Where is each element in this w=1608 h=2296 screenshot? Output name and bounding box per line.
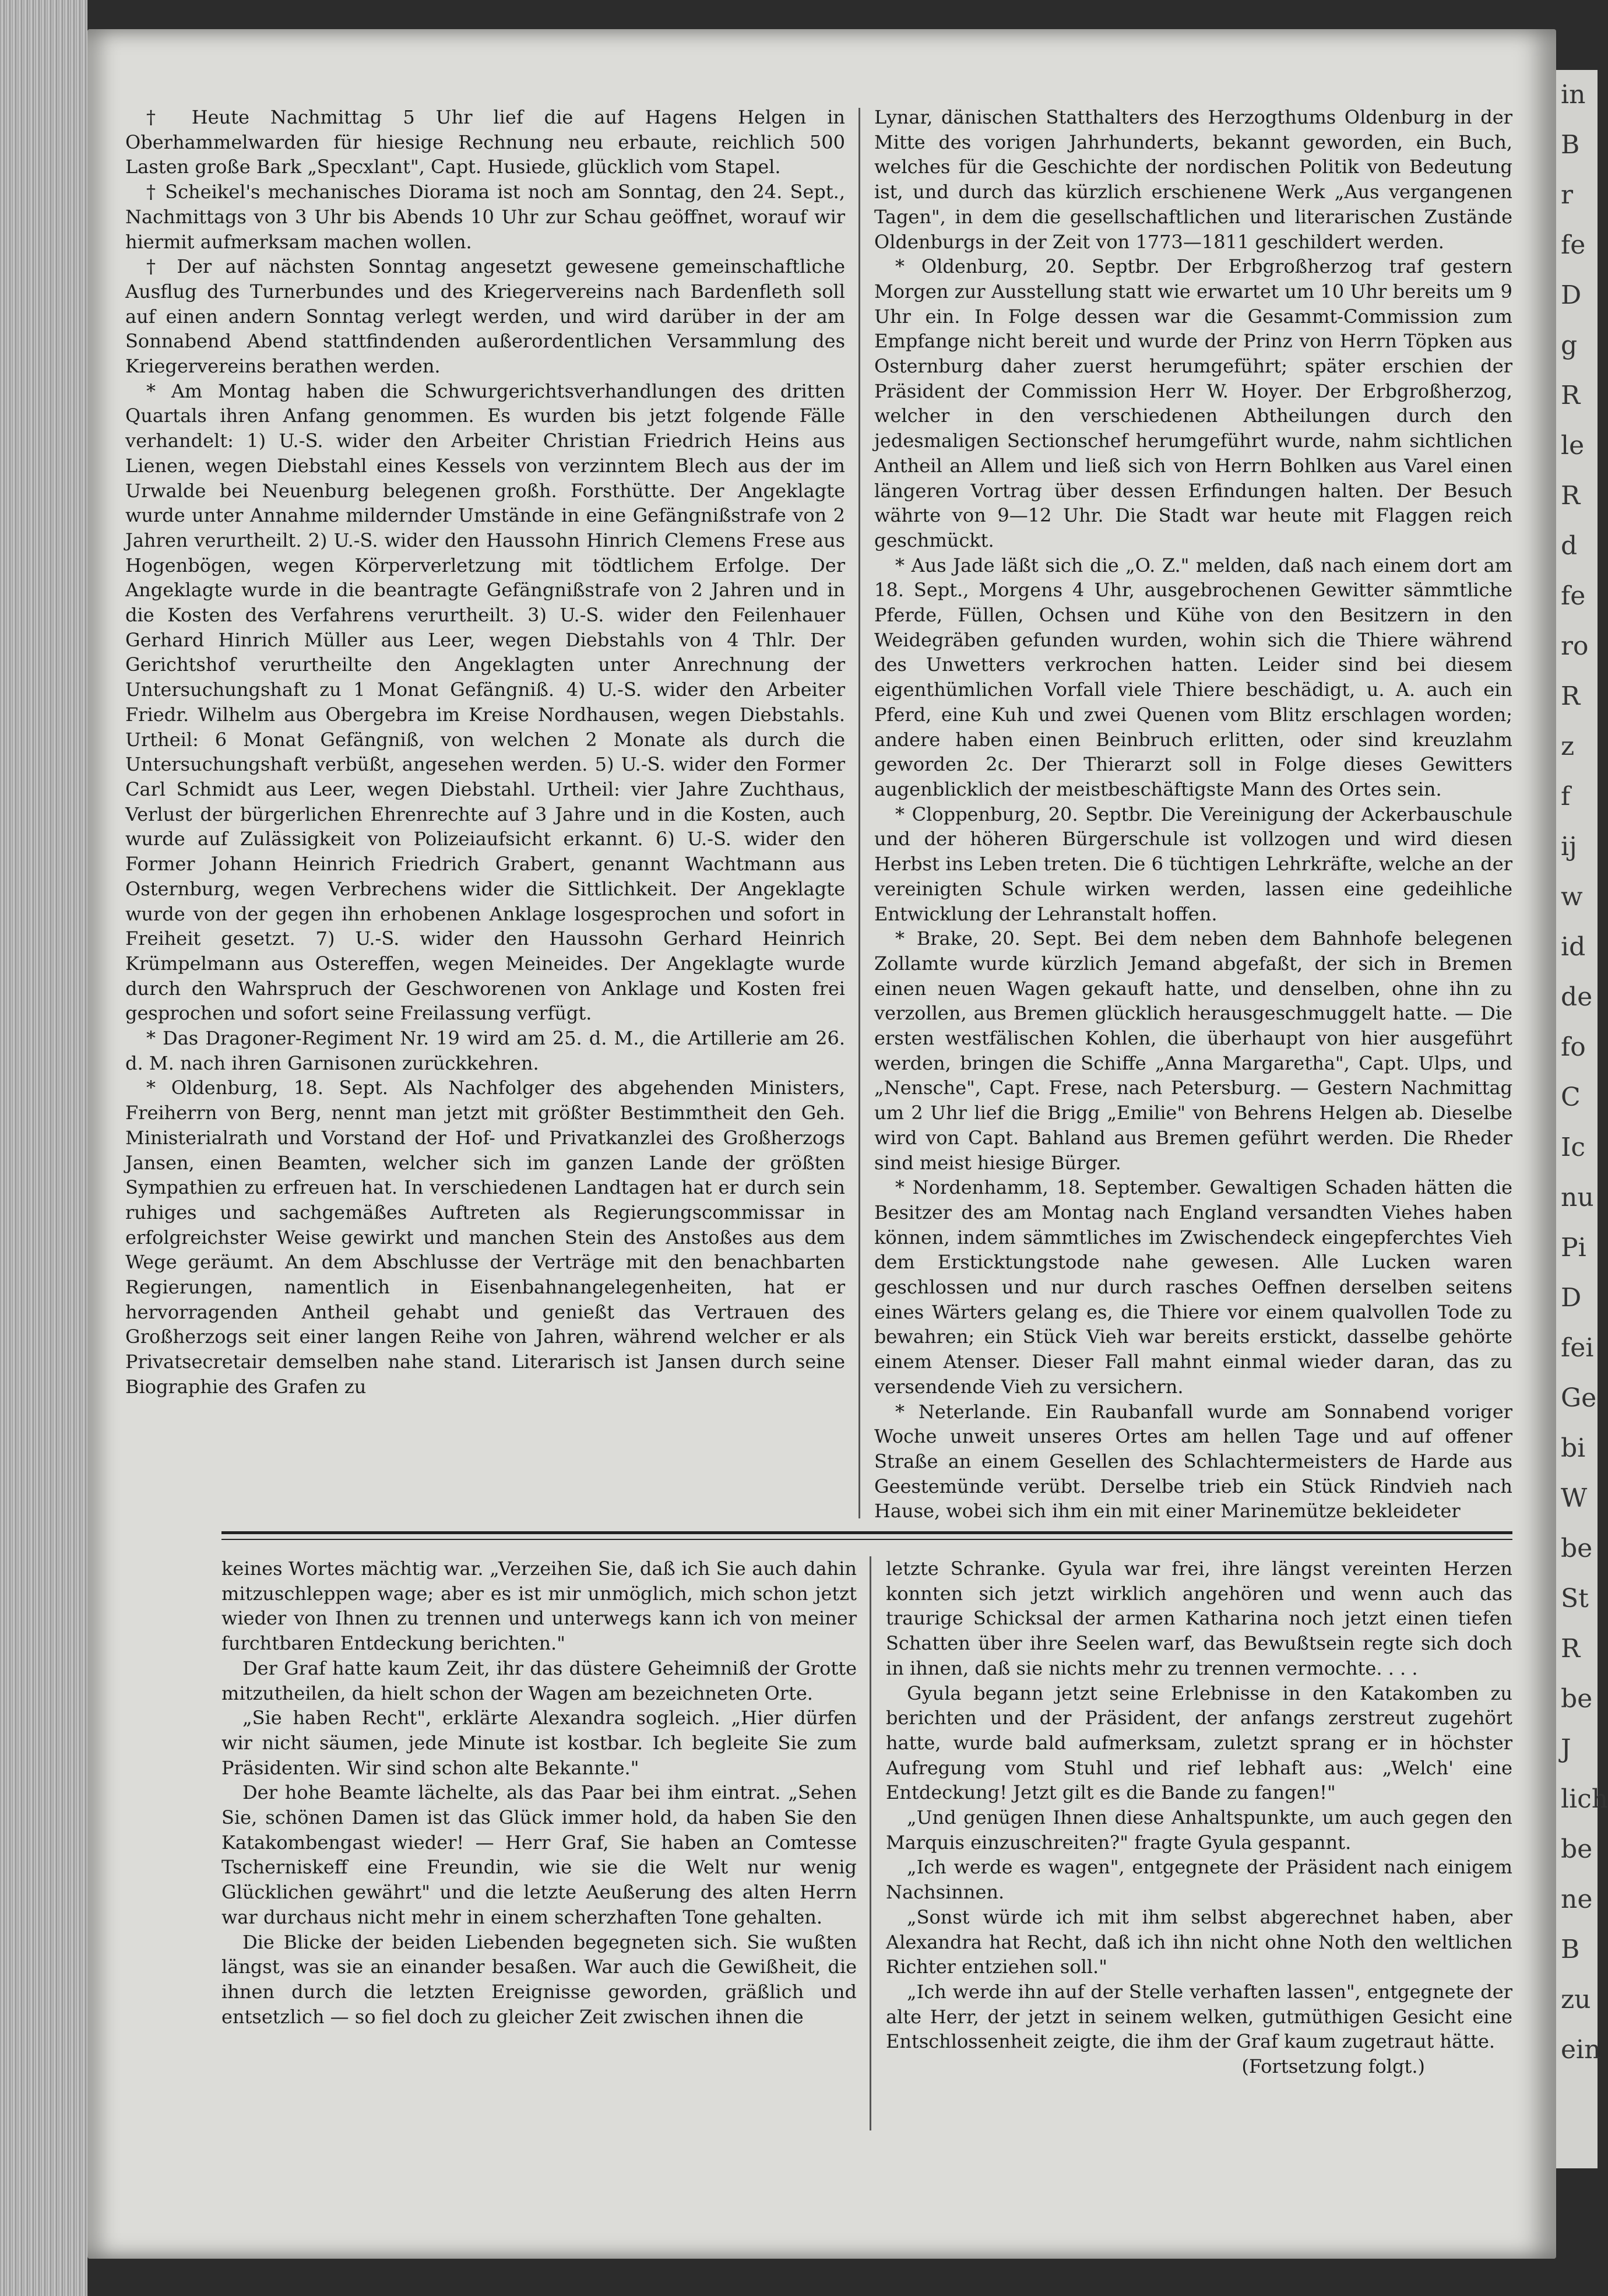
- article-paragraph: * Oldenburg, 18. Sept. Als Nachfolger des abgehenden Ministers, Freiherrn von Berg, nennt man jetzt mit größter Bestimmtheit den Geh. Ministerialrath und Vorstand der Hof- und Privatkanzlei des Großherzogs Jansen, einen Beamten, welcher sich im ganzen Lande der größten Sympathien zu erfreuen hat. In verschiedenen Landtagen hat er durch sein ruhiges und sachgemäßes Auftreten als Regierungscommissar in erfolgreichster Weise gewirkt und manchen Stein des Anstoßes aus dem Wege geräumt. An dem Abschlusse der Verträge mit den benachbarten Regierungen, namentlich in Eisenbahnangelegenheiten, hat er hervorragenden Antheil gehabt und genießt das Vertrauen des Großherzogs seit einer langen Reihe von Jahren, während welcher er als Privatsecretair demselben nahe stand. Literarisch ist Jansen durch seine Biographie des Grafen zu: [125, 1077, 845, 1398]
- next-page-fragment: f: [1561, 782, 1571, 811]
- article-paragraph: * Am Montag haben die Schwurgerichtsverhandlungen des dritten Quartals ihren Anfang genommen. Es wurden bis jetzt folgende Fälle verhandelt: 1) U.-S. wider den Arbeiter Christian Friedrich Heins aus Lienen, wegen Diebstahl eines Kessels von verzinntem Blech aus der im Urwalde bei Neuenburg belegenen großh. Forsthütte. Der Angeklagte wurde unter Annahme mildernder Umstände in eine Gefängnißstrafe von 2 Jahren verurtheilt. 2) U.-S. wider den Haussohn Hinrich Clemens Frese aus Hogenbögen, wegen Körperverletzung mit tödtlichem Erfolge. Der Angeklagte wurde in die beantragte Gefängnißstrafe von 2 Jahren und in die Kosten des Verfahrens verurtheilt. 3) U.-S. wider den Feilenhauer Gerhard Hinrich Müller aus Leer, wegen Diebstahls von 4 Thlr. Der Gerichtshof verurtheilte den Angeklagten unter Anrechnung der Untersuchungshaft zu 1 Monat Gefängniß. 4) U.-S. wider den Arbeiter Friedr. Wilhelm aus Obergebra im Kreise Nordhausen, wegen Diebstahls. Urtheil: 6 Monat Gefängniß, von welchen 2 Monate als durch die Untersuchungshaft verbüßt, angesehen werden. 5) U.-S. wider den Former Carl Schmidt aus Leer, wegen Diebstahl. Urtheil: vier Jahre Zuchthaus, Verlust der bürgerlichen Ehrenrechte auf 3 Jahre und in die Kosten, auch wurde auf Zulässigkeit von Polizeiaufsicht erkannt. 6) U.-S. wider den Former Johann Heinrich Friedrich Grabert, genannt Wachtmann aus Osternburg, wegen Verbrechens wider die Sittlichkeit. Der Angeklagte wurde von der gegen ihn erhobenen Anklage losgesprochen und sofort in Freiheit gesetzt. 7) U.-S. wider den Haussohn Gerhard Heinrich Krümpelmann aus Ostereffen, wegen Meineides. Der Angeklagte wurde durch den Wahrspruch der Geschworenen von Anklage und Kosten frei gesprochen und sofort seine Freilassung verfügt.: [125, 379, 845, 1025]
- next-page-fragment: fei: [1561, 1333, 1594, 1363]
- next-page-fragment: ne: [1561, 1884, 1593, 1914]
- next-page-fragment: fe: [1561, 581, 1586, 611]
- next-page-fragment: lich: [1561, 1784, 1608, 1814]
- next-page-fragment: d: [1561, 531, 1578, 561]
- continuation-note: (Fortsetzung folgt.): [1241, 2055, 1425, 2078]
- next-page-fragment: nu: [1561, 1183, 1594, 1212]
- article-paragraph: Lynar, dänischen Statthalters des Herzogthums Oldenburg in der Mitte des vorigen Jahrhunderts, bekannt geworden, ein Buch, welches für die Geschichte der nordischen Politik von Bedeutung ist, und durch das kürzlich erschienene Werk „Aus vergangenen Tagen", in dem die gesellschaftlichen und literarischen Zustände Oldenburgs in der Zeit von 1773—1811 geschildert werden.: [874, 106, 1512, 253]
- story-paragraph: letzte Schranke. Gyula war frei, ihre längst vereinten Herzen konnten sich jetzt wirklich angehören und wenn auch das traurige Schicksal der armen Katharina noch jetzt einen tiefen Schatten über ihre Seelen warf, das Bewußtsein regte sich doch in ihnen, daß sie nichts mehr zu trennen vermochte. . . .: [886, 1557, 1512, 1679]
- next-page-fragment: zu: [1561, 1985, 1591, 2014]
- article-paragraph: * Oldenburg, 20. Septbr. Der Erbgroßherzog traf gestern Morgen zur Ausstellung statt wie erwartet um 10 Uhr bereits um 9 Uhr ein. In Folge dessen war die Gesammt-Commission zum Empfange nicht bereit und wurde der Prinz von Herrn Töpken aus Osternburg daher zuerst herumgeführt; später erschien der Präsident der Commission Herr W. Hoyer. Der Erbgroßherzog, welcher in den verschiedenen Abtheilungen durch den jedesmaligen Sectionschef herumgeführt wurde, nahm sichtlichen Antheil an Allem und ließ sich von Herrn Bohlken aus Varel einen längeren Vortrag über dessen Erfindungen halten. Der Besuch währte von 9—12 Uhr. Die Stadt war heute mit Flaggen reich geschmückt.: [874, 255, 1512, 551]
- story-paragraph: Gyula begann jetzt seine Erlebnisse in den Katakomben zu berichten und der Präsident, der anfangs zerstreut zugehört hatte, wurde bald aufmerksam, zuletzt sprang er in höchster Aufregung vom Stuhl und rief lebhaft aus: „Welch' eine Entdeckung! Jetzt gilt es die Bande zu fangen!": [886, 1682, 1512, 1804]
- next-page-fragment: be: [1561, 1834, 1593, 1864]
- article-paragraph: * Brake, 20. Sept. Bei dem neben dem Bahnhofe belegenen Zollamte wurde kürzlich Jemand abgefaßt, der sich in Bremen einen neuen Wagen gekauft hatte, und denselben, ohne ihn zu verzollen, aus Bremen glücklich herausgeschmuggelt hatte. — Die ersten westfälischen Kohlen, die überhaupt von hier ausgeführt werden, bringen die Schiffe „Anna Margaretha", Capt. Ulps, und „Nensche", Capt. Frese, nach Petersburg. — Gestern Nachmittag um 2 Uhr lief die Brigg „Emilie" von Behrens Helgen ab. Dieselbe wird von Capt. Bahland aus Bremen geführt werden. Die Rheder sind meist hiesige Bürger.: [874, 927, 1512, 1174]
- next-page-fragment: w: [1561, 882, 1583, 912]
- article-paragraph: † Der auf nächsten Sonntag angesetzt gewesene gemeinschaftliche Ausflug des Turnerbundes und des Kriegervereins nach Bardenfleth soll auf einen andern Sonntag verlegt werden, und wird darüber in der am Sonnabend Abend stattfindenden außerordentlichen Versammlung des Kriegervereins berathen werden.: [125, 255, 845, 378]
- article-paragraph: * Neterlande. Ein Raubanfall wurde am Sonnabend voriger Woche unweit unseres Ortes am hellen Tage und auf offener Straße an einem Gesellen des Schlachtermeisters de Harde aus Geestemünde verübt. Derselbe trieb ein Stück Rindvieh nach Hause, wobei sich ihm ein mit einer Marinemütze bekleideter: [874, 1400, 1512, 1523]
- next-page-fragment: J: [1561, 1734, 1571, 1764]
- column-top-left: [125, 105, 845, 1527]
- next-page-fragment: St: [1561, 1584, 1589, 1613]
- next-page-fragment: W: [1561, 1483, 1588, 1513]
- next-page-fragment: Pi: [1561, 1233, 1586, 1263]
- column-divider-bottom: [870, 1556, 871, 2130]
- next-page-fragment: z: [1561, 732, 1575, 761]
- story-paragraph: „Ich werde ihn auf der Stelle verhaften lassen", entgegnete der alte Herr, der jetzt in seinem welken, gutmüthigen Gesicht eine Entschlossenheit zeigte, die ihm der Graf kaum zugetraut hätte.: [886, 1980, 1512, 2053]
- feuilleton-divider: [221, 1531, 1512, 1540]
- next-page-text: [1556, 70, 1608, 2075]
- next-page-fragment: ro: [1561, 631, 1589, 661]
- next-page-fragment: r: [1561, 180, 1574, 210]
- story-paragraph: Der Graf hatte kaum Zeit, ihr das düstere Geheimniß der Grotte mitzutheilen, da hielt schon der Wagen am bezeichneten Orte.: [221, 1657, 857, 1704]
- next-page-fragment: Ge: [1561, 1383, 1597, 1413]
- article-paragraph: * Nordenhamm, 18. September. Gewaltigen Schaden hätten die Besitzer des am Montag nach England versandten Viehes haben können, indem sämmtliches im Zwischendeck eingepferchtes Vieh dem Ersticktungstode nahe gewesen. Alle Lucken waren geschlossen und nur durch rasches Oeffnen derselben seitens eines Wärters gelang es, die Thiere vor einem qualvollen Tode zu bewahren; ein Stück Vieh war bereits erstickt, dasselbe gehörte einem Atenser. Dieser Fall mahnt einmal wieder daran, das zu versendende Vieh zu versichern.: [874, 1176, 1512, 1398]
- feuilleton-column-left: [221, 1556, 857, 2133]
- next-page-fragment: g: [1561, 330, 1578, 360]
- next-page-fragment: de: [1561, 982, 1593, 1012]
- story-paragraph: „Sonst würde ich mit ihm selbst abgerechnet haben, aber Alexandra hat Recht, daß ich ihn nicht ohne Noth den weltlichen Richter entziehen soll.": [886, 1905, 1512, 1978]
- next-page-fragment: ein: [1561, 2035, 1601, 2065]
- feuilleton-column-right: [886, 1556, 1512, 2133]
- book-page-edges: [0, 0, 87, 2296]
- next-page-fragment: R: [1561, 681, 1581, 711]
- column-divider-top: [858, 108, 860, 1518]
- next-page-fragment: be: [1561, 1684, 1593, 1714]
- next-page-fragment: be: [1561, 1534, 1593, 1563]
- next-page-fragment: R: [1561, 1634, 1581, 1664]
- next-page-fragment: Ic: [1561, 1133, 1586, 1162]
- next-page-edge: [1556, 70, 1608, 2168]
- next-page-fragment: id: [1561, 932, 1586, 962]
- next-page-fragment: bi: [1561, 1433, 1586, 1463]
- next-page-fragment: R: [1561, 381, 1581, 410]
- story-paragraph: „Sie haben Recht", erklärte Alexandra sogleich. „Hier dürfen wir nicht säumen, jede Minute ist kostbar. Ich begleite Sie zum Präsidenten. Wir sind schon alte Bekannte.": [221, 1707, 857, 1779]
- next-page-fragment: le: [1561, 431, 1585, 460]
- next-page-fragment: C: [1561, 1082, 1581, 1112]
- next-page-fragment: fe: [1561, 230, 1586, 260]
- story-paragraph: keines Wortes mächtig war. „Verzeihen Sie, daß ich Sie auch dahin mitzuschleppen wage; aber es ist mir unmöglich, mich schon jetzt wieder von Ihnen zu trennen und unterwegs kann ich von meiner furchtbaren Entdeckung berichten.": [221, 1557, 857, 1655]
- article-paragraph: * Das Dragoner-Regiment Nr. 19 wird am 25. d. M., die Artillerie am 26. d. M. nach ihren Garnisonen zurückkehren.: [125, 1027, 845, 1074]
- next-page-fragment: in: [1561, 80, 1586, 110]
- next-page-fragment: fo: [1561, 1032, 1586, 1062]
- story-paragraph: „Und genügen Ihnen diese Anhaltspunkte, um auch gegen den Marquis einzuschreiten?" fragte Gyula gespannt.: [886, 1806, 1512, 1854]
- article-paragraph: † Heute Nachmittag 5 Uhr lief die auf Hagens Helgen in Oberhammelwarden für hiesige Rechnung neu erbaute, reichlich 500 Lasten große Bark „Specxlant", Capt. Husiede, glücklich vom Stapel.: [125, 106, 845, 178]
- article-paragraph: † Scheikel's mechanisches Diorama ist noch am Sonntag, den 24. Sept., Nachmittags von 3 Uhr bis Abends 10 Uhr zur Schau geöffnet, worauf wir hiermit aufmerksam machen wollen.: [125, 181, 845, 253]
- next-page-fragment: ij: [1561, 832, 1577, 862]
- next-page-fragment: R: [1561, 481, 1581, 511]
- article-paragraph: * Cloppenburg, 20. Septbr. Die Vereinigung der Ackerbauschule und der höheren Bürgerschule ist vollzogen und wird diesen Herbst ins Leben treten. Die 6 tüchtigen Lehrkräfte, welche an der vereinigten Schule wirken werden, lassen eine gedeihliche Entwicklung der Lehranstalt hoffen.: [874, 803, 1512, 925]
- story-paragraph: Die Blicke der beiden Liebenden begegneten sich. Sie wußten längst, was sie an einander besaßen. War auch die Gewißheit, die ihnen durch die letzten Ereignisse geworden, gräßlich und entsetzlich — so fiel doch zu gleicher Zeit zwischen ihnen die: [221, 1931, 857, 2028]
- next-page-fragment: D: [1561, 280, 1582, 310]
- next-page-fragment: B: [1561, 130, 1580, 160]
- next-page-fragment: B: [1561, 1935, 1580, 1964]
- article-paragraph: * Aus Jade läßt sich die „O. Z." melden, daß nach einem dort am 18. Sept., Morgens 4 Uhr, ausgebrochenen Gewitter sämmtliche Pferde, Füllen, Ochsen und Kühe von den Besitzern in den Weidegräben gefunden wurden, wohin sich die Thiere während des Unwetters verkrochen hatten. Leider sind bei diesem eigenthümlichen Vorfall viele Thiere beschädigt, u. A. auch ein Pferd, eine Kuh und zwei Quenen vom Blitz erschlagen worden; andere haben einen Beinbruch erlitten, oder sind kreuzlahm geworden 2c. Der Thierarzt soll in Folge dieses Gewitters augenblicklich der meistbeschäftigste Mann des Ortes sein.: [874, 554, 1512, 800]
- column-top-right: [874, 105, 1512, 1527]
- story-paragraph: „Ich werde es wagen", entgegnete der Präsident nach einigem Nachsinnen.: [886, 1856, 1512, 1904]
- next-page-fragment: D: [1561, 1283, 1582, 1313]
- story-paragraph: Der hohe Beamte lächelte, als das Paar bei ihm eintrat. „Sehen Sie, schönen Damen ist das Glück immer hold, da haben Sie den Katakombengast wieder! — Herr Graf, Sie haben an Comtesse Tscherniskeff eine Freundin, wie sie die Welt nur wenig Glücklichen gewährt" und die letzte Aeußerung des alten Herrn war durchaus nicht mehr in einem scherzhaften Tone gehalten.: [221, 1781, 857, 1928]
